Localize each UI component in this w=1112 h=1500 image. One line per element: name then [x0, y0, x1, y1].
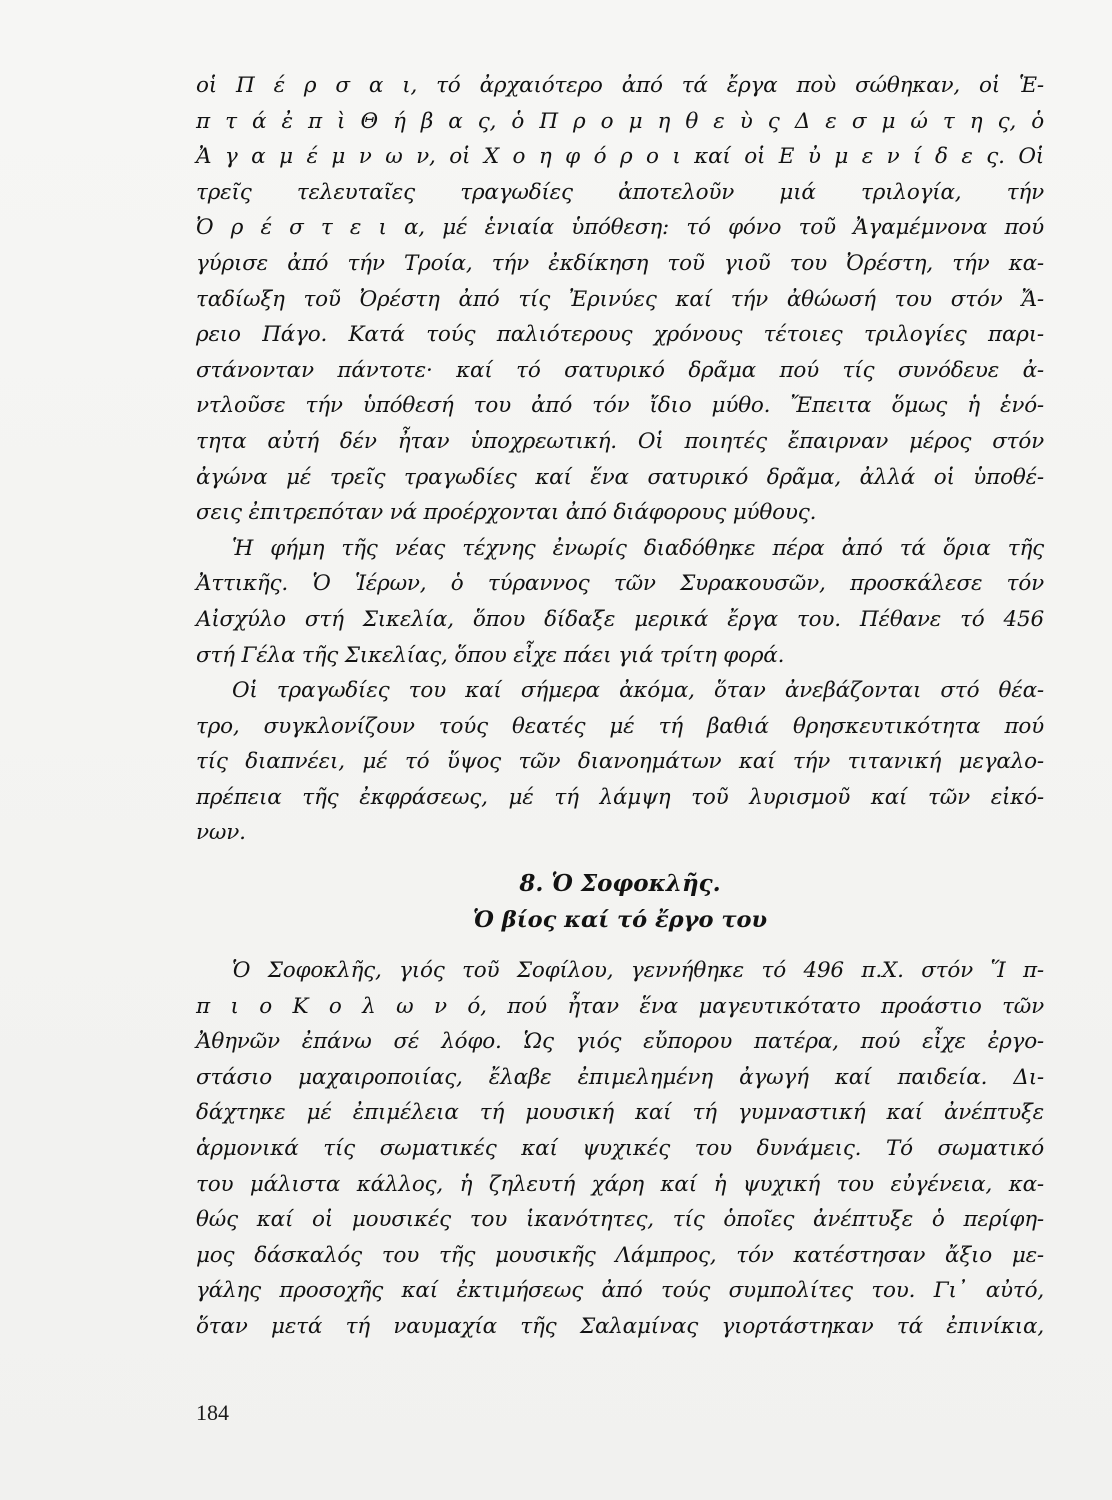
text-line: γάλης προσοχῆς καί ἐκτιμήσεως ἀπό τούς συμπολίτες του. Γι᾿ αὐτό, — [196, 1278, 1044, 1304]
text-line: οἱ Π έ ρ σ α ι, τό ἀρχαιότερο ἀπό τά ἔργα ποὺ σώθηκαν, οἱ Ἑ- — [196, 73, 1044, 98]
page-number: 184 — [196, 1400, 229, 1425]
text-line: τίς διαπνέει, μέ τό ὕψος τῶν διανοημάτων καί τήν τιτανική μεγαλο- — [196, 749, 1044, 775]
text-line: πρέπεια τῆς ἐκφράσεως, μέ τή λάμψη τοῦ λυρισμοῦ καί τῶν εἰκό- — [196, 784, 1044, 810]
text-line: ταδίωξη τοῦ Ὀρέστη ἀπό τίς Ἐρινύες καί τήν ἀθώωσή του στόν Ἄ- — [196, 286, 1044, 312]
text-line: π ι ο Κ ο λ ω ν ό, πού ἦταν ἕνα μαγευτικότατο προάστιο τῶν — [196, 993, 1044, 1019]
paragraph-fame — [196, 531, 1044, 673]
paragraph-aeschylus-works — [196, 68, 1044, 531]
text-line: ἀγώνα μέ τρεῖς τραγωδίες καί ἕνα σατυρικό δρᾶμα, ἀλλά οἱ ὑποθέ- — [196, 464, 1044, 490]
text-line: τρο, συγκλονίζουν τούς θεατές μέ τή βαθιά θρησκευτικότητα πού — [196, 713, 1044, 739]
text-line: ἁρμονικά τίς σωματικές καί ψυχικές του δυνάμεις. Τό σωματικό — [196, 1136, 1044, 1162]
text-line: Ἀθηνῶν ἐπάνω σέ λόφο. Ὡς γιός εὔπορου πατέρα, πού εἶχε ἐργο- — [196, 1029, 1044, 1055]
text-line: στή Γέλα τῆς Σικελίας, ὅπου εἶχε πάει γιά τρίτη φορά. — [196, 642, 785, 668]
text-line: Ὀ ρ έ σ τ ε ι α, μέ ἑνιαία ὑπόθεση: τό φόνο τοῦ Ἀγαμέμνονα πού — [196, 215, 1044, 241]
text-line: Ἡ φήμη τῆς νέας τέχνης ἐνωρίς διαδόθηκε πέρα ἀπό τά ὅρια τῆς — [232, 535, 1044, 561]
section-spacer — [196, 851, 1044, 865]
text-line: Ὁ Σοφοκλῆς, γιός τοῦ Σοφίλου, γεννήθηκε τό 496 π.Χ. στόν Ἵ π- — [232, 958, 1044, 984]
section-spacer — [196, 939, 1044, 953]
page-text — [196, 68, 1044, 1345]
text-line: του μάλιστα κάλλος, ἡ ζηλευτή χάρη καί ἡ ψυχική του εὐγένεια, κα- — [196, 1171, 1044, 1197]
text-line: Ἀττικῆς. Ὁ Ἱέρων, ὁ τύραννος τῶν Συρακουσῶν, προσκάλεσε τόν — [196, 571, 1044, 597]
text-line: μος δάσκαλός του τῆς μουσικῆς Λάμπρος, τόν κατέστησαν ἄξιο με- — [196, 1242, 1044, 1268]
text-line: Οἱ τραγωδίες του καί σήμερα ἀκόμα, ὅταν ἀνεβάζονται στό θέα- — [232, 678, 1044, 704]
text-line: γύρισε ἀπό τήν Τροία, τήν ἐκδίκηση τοῦ γιοῦ του Ὀρέστη, τήν κα- — [196, 250, 1044, 276]
text-line: ντλοῦσε τήν ὑπόθεσή του ἀπό τόν ἴδιο μύθο. Ἔπειτα ὅμως ἡ ἑνό- — [196, 393, 1044, 419]
text-line: Αἰσχύλο στή Σικελία, ὅπου δίδαξε μερικά ἔργα του. Πέθανε τό 456 — [196, 606, 1044, 632]
paragraph-tragedies-today — [196, 673, 1044, 851]
text-line: στάσιο μαχαιροποιίας, ἔλαβε ἐπιμελημένη ἀγωγή καί παιδεία. Δι- — [196, 1064, 1044, 1090]
text-line: ὅταν μετά τή ναυμαχία τῆς Σαλαμίνας γιορτάστηκαν τά ἐπινίκια, — [196, 1314, 1044, 1339]
text-line: σεις ἐπιτρεπόταν νά προέρχονται ἀπό διάφορους μύθους. — [196, 500, 817, 526]
text-line: νων. — [196, 820, 246, 846]
section-heading: 8. Ὁ Σοφοκλῆς. — [519, 870, 721, 898]
text-line: τητα αὐτή δέν ἦταν ὑποχρεωτική. Οἱ ποιητές ἔπαιρναν μέρος στόν — [196, 428, 1044, 454]
text-line: τρεῖς τελευταῖες τραγωδίες ἀποτελοῦν μιά τριλογία, τήν — [196, 179, 1044, 205]
text-line: Ἀ γ α μ έ μ ν ω ν, οἱ Χ ο η φ ό ρ ο ι καί οἱ Ε ὐ μ ε ν ί δ ε ς. Οἱ — [196, 144, 1044, 170]
text-line: π τ ά ἐ π ὶ Θ ή β α ς, ὁ Π ρ ο μ η θ ε ὺ ς Δ ε σ μ ώ τ η ς, ὁ — [196, 108, 1044, 134]
section-subheading: Ὁ βίος καί τό ἔργο του — [472, 907, 768, 934]
paragraph-sophocles-life — [196, 953, 1044, 1345]
text-line: ρειο Πάγο. Κατά τούς παλιότερους χρόνους τέτοιες τριλογίες παρι- — [196, 322, 1044, 348]
text-line: θώς καί οἱ μουσικές του ἱκανότητες, τίς ὁποῖες ἀνέπτυξε ὁ περίφη- — [196, 1207, 1044, 1233]
text-line: στάνονταν πάντοτε· καί τό σατυρικό δρᾶμα πού τίς συνόδευε ἀ- — [196, 357, 1044, 383]
text-line: δάχτηκε μέ ἐπιμέλεια τή μουσική καί τή γυμναστική καί ἀνέπτυξε — [196, 1100, 1044, 1126]
